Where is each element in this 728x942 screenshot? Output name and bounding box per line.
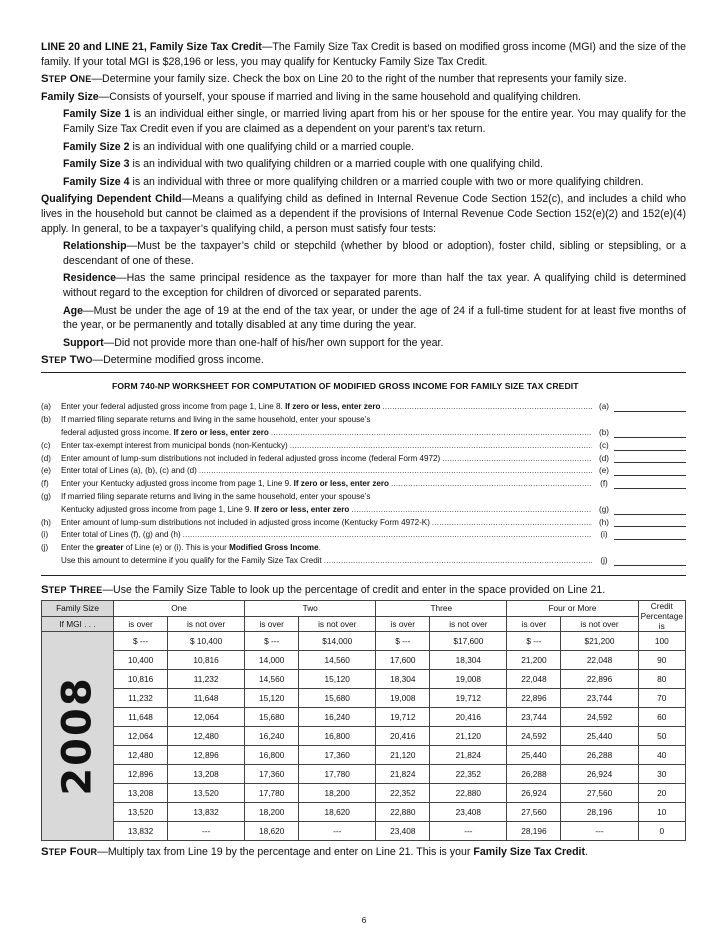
- step-three-text: —Use the Family Size Table to look up the percentage of credit and enter in the space provided on Line 21.: [102, 583, 606, 596]
- table-cell: $ ---: [507, 632, 561, 651]
- table-cell: 23,408: [376, 822, 430, 841]
- table-cell: 12,064: [114, 727, 168, 746]
- line-b-input[interactable]: [614, 429, 686, 438]
- leader-dots: [442, 453, 592, 466]
- table-cell: 22,352: [430, 765, 507, 784]
- credit-percentage-cell: 10: [638, 803, 685, 822]
- table-cell: 15,680: [299, 689, 376, 708]
- year-cell: [42, 632, 114, 841]
- credit-percentage-cell: 70: [638, 689, 685, 708]
- table-cell: 13,832: [168, 803, 245, 822]
- dependent-test-text: —Has the same principal residence as the taxpayer for more than half the tax year. A qualifying child is determined without regard to the exception for children of divorced or separated parents.: [63, 272, 686, 299]
- table-cell: 14,560: [245, 670, 299, 689]
- table-cell: 21,824: [430, 746, 507, 765]
- table-cell: 21,200: [507, 651, 561, 670]
- dependent-paragraph: [41, 192, 686, 236]
- step-two-cap2: T: [69, 354, 77, 367]
- worksheet-line-d: [41, 453, 686, 466]
- line-text: Enter amount of lump-sum distributions not included in adjusted gross income (Kentucky Form 4972-K): [61, 517, 430, 527]
- line-text-bold: If zero or less, enter zero: [285, 402, 381, 412]
- family-size-item-text: is an individual with one qualifying child or a married couple.: [129, 140, 414, 153]
- family-size-table: [41, 600, 686, 841]
- step-two-small2: WO: [76, 355, 93, 366]
- table-cell: 13,520: [114, 803, 168, 822]
- table-cell: 25,440: [507, 746, 561, 765]
- line-j-mid: of Line (e) or (i). This is your: [123, 543, 230, 553]
- step-four-end: .: [585, 846, 588, 859]
- table-cell: 28,196: [561, 803, 638, 822]
- table-cell: ---: [430, 822, 507, 841]
- table-cell: 26,288: [507, 765, 561, 784]
- table-row: [42, 632, 686, 651]
- worksheet-line-j-cont: [41, 555, 686, 568]
- step-one-cap: S: [41, 73, 49, 86]
- intro-text: —The Family Size Tax Credit is based on modified gross income (MGI) and the size of the family. If your total MGI is $28,196 or less, you may qualify for Kentucky Family Size Tax Credit.: [41, 41, 686, 68]
- step-one-text: —Determine your family size. Check the box on Line 20 to the right of the number that represents your family size.: [91, 73, 627, 86]
- table-cell: 12,896: [114, 765, 168, 784]
- step-three-cap2: T: [69, 583, 77, 596]
- line-j-end: .: [318, 543, 321, 553]
- table-body: [42, 632, 686, 841]
- credit-percentage-cell: 80: [638, 670, 685, 689]
- worksheet-title: FORM 740-NP WORKSHEET FOR COMPUTATION OF MODIFIED GROSS INCOME FOR FAMILY SIZE TAX CREDIT: [112, 380, 579, 391]
- step-four-cap: S: [41, 846, 49, 859]
- credit-header: Credit Percentage is: [638, 601, 685, 632]
- worksheet-line-b-cont: [41, 427, 686, 440]
- dependent-test-label: Residence: [63, 272, 116, 285]
- table-cell: 13,208: [168, 765, 245, 784]
- family-size-item-label: Family Size 1: [63, 108, 131, 121]
- worksheet-line-i: [41, 529, 686, 542]
- line-text-plain: Kentucky adjusted gross income from page 1, Line 9.: [61, 504, 255, 514]
- line-letter: (d): [41, 453, 51, 463]
- credit-percentage-cell: 20: [638, 784, 685, 803]
- table-cell: 22,352: [376, 784, 430, 803]
- table-cell: 14,560: [299, 651, 376, 670]
- family-size-lead: Family Size: [41, 90, 99, 103]
- table-cell: 12,064: [168, 708, 245, 727]
- leader-dots: [432, 517, 592, 530]
- table-cell: 13,832: [114, 822, 168, 841]
- size-header-four: Four or More: [507, 601, 638, 617]
- line-letter: (b): [41, 415, 51, 425]
- table-cell: 11,232: [114, 689, 168, 708]
- dependent-test-label: Age: [63, 304, 84, 317]
- table-cell: 16,240: [245, 727, 299, 746]
- worksheet-line-h: [41, 517, 686, 530]
- worksheet-line-b: [41, 414, 686, 427]
- line-ref: (j): [600, 556, 608, 566]
- line-ref: (f): [600, 479, 608, 489]
- step-two-heading: [41, 353, 686, 368]
- dependent-test-text: —Did not provide more than one-half of his/her own support for the year.: [103, 336, 444, 349]
- table-cell: 12,480: [114, 746, 168, 765]
- is-over-header: is over: [507, 616, 561, 632]
- table-cell: $14,000: [299, 632, 376, 651]
- line-j-mgi: Modified Gross Income: [229, 543, 319, 553]
- table-cell: 20,416: [430, 708, 507, 727]
- table-row: [42, 689, 686, 708]
- table-cell: 23,408: [430, 803, 507, 822]
- table-cell: 27,560: [507, 803, 561, 822]
- table-row: [42, 803, 686, 822]
- line-letter: (h): [41, 517, 51, 527]
- table-cell: 17,780: [299, 765, 376, 784]
- table-row: [42, 651, 686, 670]
- line-text: [61, 478, 389, 491]
- table-cell: 22,048: [507, 670, 561, 689]
- dependent-test: [41, 239, 686, 268]
- table-row: [42, 822, 686, 841]
- leader-dots: [290, 440, 592, 453]
- line-i-input[interactable]: [614, 531, 686, 540]
- table-cell: 17,600: [376, 651, 430, 670]
- year-label: 2008: [54, 676, 100, 797]
- is-not-over-header: is not over: [561, 616, 638, 632]
- leader-dots: [199, 465, 592, 478]
- leader-dots: [351, 504, 592, 517]
- line-text-plain: Enter your Kentucky adjusted gross income from page 1, Line 9.: [61, 479, 294, 489]
- worksheet-line-c: [41, 440, 686, 453]
- table-cell: 24,592: [561, 708, 638, 727]
- table-cell: 12,480: [168, 727, 245, 746]
- step-four-cap2: F: [69, 846, 77, 859]
- step-four-bold: Family Size Tax Credit: [473, 846, 586, 859]
- is-over-header: is over: [114, 616, 168, 632]
- step-three-heading: [41, 583, 686, 598]
- worksheet-line-e: [41, 465, 686, 478]
- table-cell: 15,120: [299, 670, 376, 689]
- credit-percentage-cell: 0: [638, 822, 685, 841]
- table-cell: 16,240: [299, 708, 376, 727]
- step-two-text: —Determine modified gross income.: [92, 354, 264, 367]
- line-ref: (e): [599, 466, 609, 476]
- leader-dots: [183, 529, 592, 542]
- credit-percentage-cell: 90: [638, 651, 685, 670]
- family-size-header: Family Size: [42, 601, 114, 617]
- step-one-cap2: O: [69, 73, 79, 86]
- table-cell: 15,680: [245, 708, 299, 727]
- family-size-item-text: is an individual either single, or married living apart from his or her spouse for the entire year. You may qualify for the Family Size Tax Credit even if you are claimed as a dependent on your parent’s tax return.: [63, 108, 686, 135]
- table-cell: 19,712: [430, 689, 507, 708]
- family-size-item: [41, 140, 686, 155]
- step-three-small2: HREE: [76, 584, 103, 595]
- table-cell: 10,816: [114, 670, 168, 689]
- line-letter: (j): [41, 543, 49, 553]
- line-ref: (c): [599, 440, 609, 450]
- table-cell: $ ---: [376, 632, 430, 651]
- step-four-small: TEP: [48, 847, 67, 858]
- line-text: Enter total of Lines (f), (g) and (h): [61, 530, 181, 540]
- family-size-item-text: is an individual with three or more qualifying children or a married couple with two or more qualifying children.: [129, 175, 644, 188]
- dependent-test-label: Support: [63, 336, 104, 349]
- dependent-test: [41, 304, 686, 333]
- line-ref: (g): [599, 504, 609, 514]
- family-size-item: [41, 175, 686, 190]
- step-two-cap: S: [41, 354, 49, 367]
- table-cell: 18,200: [245, 803, 299, 822]
- line-text: [61, 542, 321, 555]
- line-text-plain: federal adjusted gross income.: [61, 428, 174, 438]
- line-j-greater: greater: [96, 543, 124, 553]
- intro-paragraph: [41, 40, 686, 69]
- table-cell: 21,120: [430, 727, 507, 746]
- table-row: [42, 727, 686, 746]
- table-cell: 19,712: [376, 708, 430, 727]
- step-one-paragraph: [41, 72, 686, 87]
- leader-dots: [271, 427, 592, 440]
- table-cell: $17,600: [430, 632, 507, 651]
- table-cell: 19,008: [430, 670, 507, 689]
- table-cell: 18,200: [299, 784, 376, 803]
- step-four-small2: OUR: [76, 847, 98, 858]
- leader-dots: [324, 555, 592, 568]
- table-cell: 10,816: [168, 651, 245, 670]
- table-cell: 10,400: [114, 651, 168, 670]
- table-cell: 18,620: [299, 803, 376, 822]
- table-cell: 12,896: [168, 746, 245, 765]
- step-two-small: TEP: [48, 355, 67, 366]
- worksheet-line-a: [41, 401, 686, 414]
- table-cell: 11,648: [114, 708, 168, 727]
- line-letter: (g): [41, 492, 51, 502]
- is-not-over-header: is not over: [299, 616, 376, 632]
- line-letter: (c): [41, 440, 51, 450]
- worksheet: [41, 401, 686, 567]
- line-ref: (i): [600, 530, 608, 540]
- line-text: [61, 401, 380, 414]
- leader-dots: [382, 401, 592, 414]
- line-a-input[interactable]: [614, 403, 686, 412]
- family-size-item: [41, 157, 686, 172]
- table-cell: 26,924: [561, 765, 638, 784]
- table-row: [42, 784, 686, 803]
- credit-percentage-cell: 60: [638, 708, 685, 727]
- dependent-lead: Qualifying Dependent Child: [41, 193, 182, 206]
- worksheet-line-j: [41, 542, 686, 555]
- table-cell: $ 10,400: [168, 632, 245, 651]
- size-header-three: Three: [376, 601, 507, 617]
- credit-percentage-cell: 30: [638, 765, 685, 784]
- line-text-bold: If zero or less, enter zero: [293, 479, 389, 489]
- line-letter: (e): [41, 466, 51, 476]
- table-row: [42, 670, 686, 689]
- line-ref: (h): [599, 517, 609, 527]
- table-cell: 15,120: [245, 689, 299, 708]
- family-size-item: [41, 107, 686, 136]
- table-cell: 22,880: [376, 803, 430, 822]
- line-f-input[interactable]: [614, 480, 686, 489]
- line-text-bold: If zero or less, enter zero: [254, 504, 350, 514]
- line-text: Enter amount of lump-sum distributions not included in federal adjusted gross income (federal Form 4972): [61, 453, 441, 463]
- intro-lead: LINE 20 and LINE 21, Family Size Tax Credit: [41, 41, 262, 53]
- dependent-test-label: Relationship: [63, 240, 127, 253]
- divider: [41, 372, 686, 373]
- table-cell: 19,008: [376, 689, 430, 708]
- table-cell: 11,648: [168, 689, 245, 708]
- table-cell: 18,620: [245, 822, 299, 841]
- table-cell: 28,196: [507, 822, 561, 841]
- table-header-row: [42, 601, 686, 617]
- table-cell: ---: [168, 822, 245, 841]
- is-over-header: is over: [245, 616, 299, 632]
- table-cell: ---: [299, 822, 376, 841]
- family-size-item-label: Family Size 4: [63, 175, 130, 188]
- line-text-bold: If zero or less, enter zero: [173, 428, 269, 438]
- family-size-paragraph: [41, 90, 686, 105]
- family-size-item-label: Family Size 3: [63, 158, 130, 171]
- table-subheader-row: [42, 616, 686, 632]
- table-cell: 22,896: [561, 670, 638, 689]
- table-row: [42, 765, 686, 784]
- leader-dots: [391, 478, 592, 491]
- line-e-input[interactable]: [614, 467, 686, 476]
- table-cell: 17,780: [245, 784, 299, 803]
- table-cell: 23,744: [561, 689, 638, 708]
- line-text: If married filing separate returns and living in the same household, enter your spouse’s: [61, 415, 371, 425]
- dependent-test-text: —Must be the taxpayer’s child or stepchild (whether by blood or adoption), foster child, sibling or stepsibling, or a descendant of one of these.: [63, 240, 686, 267]
- table-cell: 11,232: [168, 670, 245, 689]
- step-three-cap: S: [41, 583, 49, 596]
- table-cell: 13,520: [168, 784, 245, 803]
- family-size-text: —Consists of yourself, your spouse if married and living in the same household and qualifying children.: [98, 90, 581, 103]
- credit-percentage-cell: 100: [638, 632, 685, 651]
- dependent-test-text: —Must be under the age of 19 at the end of the tax year, or under the age of 24 if a full-time student for at least five months of the year, or be permanently and totally disabled at any time during the year.: [63, 304, 686, 332]
- table-row: [42, 708, 686, 727]
- size-header-one: One: [114, 601, 245, 617]
- line-letter: (f): [41, 479, 49, 489]
- table-cell: 17,360: [245, 765, 299, 784]
- table-row: [42, 746, 686, 765]
- table-cell: 27,560: [561, 784, 638, 803]
- line-ref: (a): [599, 402, 609, 412]
- line-d-input[interactable]: [614, 454, 686, 463]
- dependent-text: —Means a qualifying child as defined in Internal Revenue Code Section 152(c), and includes a child who lives in the household but cannot be claimed as a dependent if the provisions of Internal Revenue Code Section 152(e)(2) and 152(e)(4) apply. In general, to be a taxpayer’s qualifying child, a person must satisfy four tests:: [41, 193, 686, 235]
- worksheet-line-g: [41, 491, 686, 504]
- line-text: Enter tax-exempt interest from municipal bonds (non-Kentucky): [61, 440, 288, 450]
- credit-percentage-cell: 50: [638, 727, 685, 746]
- table-cell: $21,200: [561, 632, 638, 651]
- step-three-small: TEP: [48, 584, 67, 595]
- line-j-pre: Enter the: [61, 543, 97, 553]
- worksheet-line-g-cont: [41, 504, 686, 517]
- table-cell: 18,304: [376, 670, 430, 689]
- line-c-input[interactable]: [614, 442, 686, 451]
- table-cell: $ ---: [114, 632, 168, 651]
- line-text: Enter total of Lines (a), (b), (c) and (d): [61, 466, 197, 476]
- line-h-input[interactable]: [614, 518, 686, 527]
- table-cell: 24,592: [507, 727, 561, 746]
- table-cell: 23,744: [507, 708, 561, 727]
- table-cell: $ ---: [245, 632, 299, 651]
- is-not-over-header: is not over: [430, 616, 507, 632]
- line-text: [61, 427, 269, 440]
- step-one-small: TEP: [48, 74, 67, 85]
- line-text: If married filing separate returns and living in the same household, enter your spouse’s: [61, 492, 371, 502]
- dependent-test: [41, 271, 686, 300]
- family-size-item-text: is an individual with two qualifying children or a married couple with one qualifying child.: [129, 158, 543, 171]
- is-over-header: is over: [376, 616, 430, 632]
- table-cell: ---: [561, 822, 638, 841]
- table-cell: 25,440: [561, 727, 638, 746]
- table-cell: 21,120: [376, 746, 430, 765]
- table-cell: 18,304: [430, 651, 507, 670]
- line-ref: (b): [599, 428, 609, 438]
- line-ref: (d): [599, 453, 609, 463]
- line-g-input[interactable]: [614, 506, 686, 515]
- step-four-heading: [41, 845, 686, 860]
- table-cell: 14,000: [245, 651, 299, 670]
- if-mgi-header: If MGI . . .: [42, 616, 114, 632]
- table-cell: 22,048: [561, 651, 638, 670]
- step-four-text: —Multiply tax from Line 19 by the percentage and enter on Line 21. This is your: [97, 846, 474, 859]
- table-cell: 16,800: [299, 727, 376, 746]
- line-text: [61, 504, 349, 517]
- table-cell: 26,288: [561, 746, 638, 765]
- line-text-plain: Enter your federal adjusted gross income from page 1, Line 8.: [61, 402, 286, 412]
- table-cell: 20,416: [376, 727, 430, 746]
- is-not-over-header: is not over: [168, 616, 245, 632]
- table-cell: 17,360: [299, 746, 376, 765]
- page-number: 6: [361, 915, 367, 925]
- family-size-item-label: Family Size 2: [63, 140, 130, 153]
- worksheet-line-f: [41, 478, 686, 491]
- credit-percentage-cell: 40: [638, 746, 685, 765]
- table-cell: 26,924: [507, 784, 561, 803]
- step-one-small2: NE: [78, 74, 92, 85]
- divider: [41, 575, 686, 576]
- size-header-two: Two: [245, 601, 376, 617]
- line-letter: (a): [41, 402, 51, 412]
- table-cell: 22,880: [430, 784, 507, 803]
- table-cell: 16,800: [245, 746, 299, 765]
- table-cell: 21,824: [376, 765, 430, 784]
- line-text: Use this amount to determine if you qualify for the Family Size Tax Credit: [61, 556, 322, 566]
- line-letter: (i): [41, 530, 49, 540]
- table-cell: 13,208: [114, 784, 168, 803]
- table-cell: 22,896: [507, 689, 561, 708]
- line-j-input[interactable]: [614, 557, 686, 566]
- dependent-test: [41, 336, 686, 351]
